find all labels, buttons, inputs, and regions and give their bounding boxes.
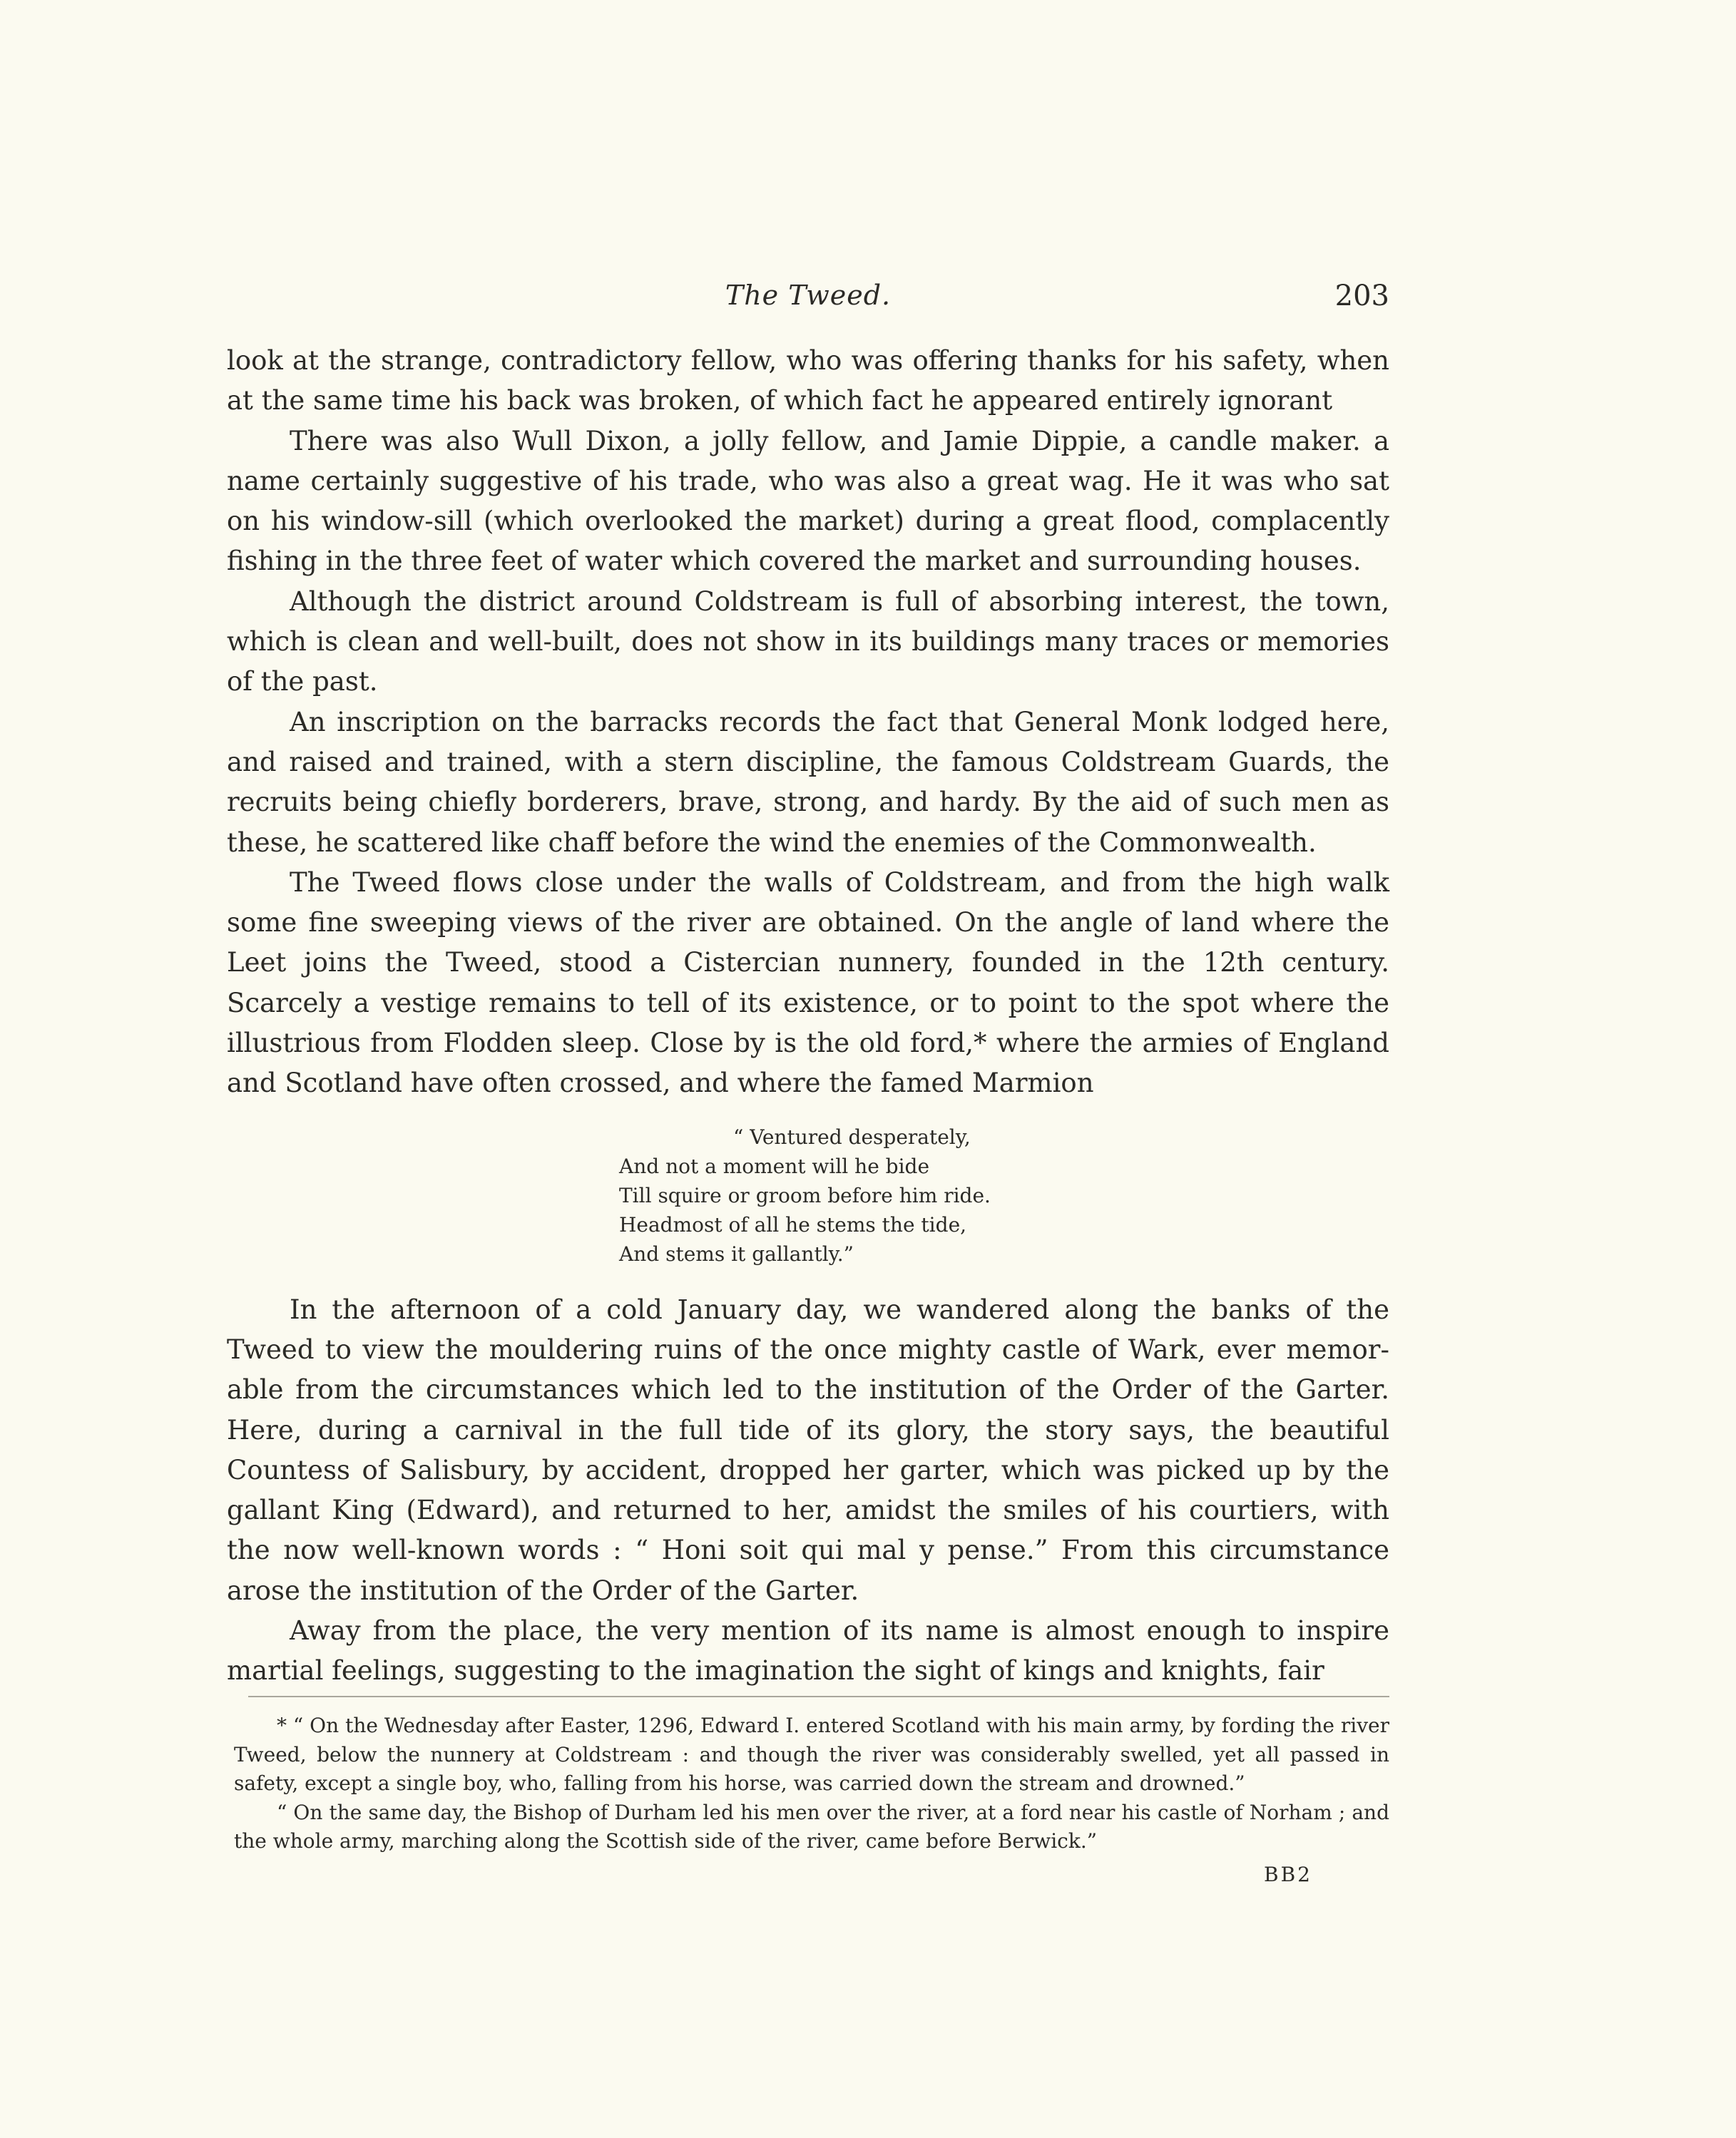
- verse-line: “ Ventured desperately,: [733, 1125, 971, 1149]
- running-title: The Tweed.: [725, 280, 892, 311]
- footnotes: [234, 1712, 1389, 1856]
- footnote: * “ On the Wednesday after Easter, 1296, Edward I. entered Scotland with his main army, by fording the river Tweed, below the nunnery at Coldstream : and though the river was considerably swelled, yet all passed in safety, except a single boy, who, falling from his horse, was carried down the stream and drowned.”: [234, 1714, 1389, 1795]
- verse-line: Headmost of all he stems the tide,: [619, 1212, 967, 1237]
- verse-line: And not a moment will he bide: [619, 1154, 930, 1178]
- paragraph: An inscription on the barracks records the fact that General Monk lodged here, and raised and trained, with a stern discipline, the famous Coldstream Guards, the recruits being chiefly borderers, brave, strong, and hardy. By the aid of such men as these, he scattered like chaff before the wind the enemies of the Commonwealth.: [227, 706, 1389, 858]
- page-header: [227, 280, 1389, 322]
- paragraph: Away from the place, the very mention of its name is almost enough to inspire martial feelings, suggesting to the imagination the sight of kings and knights, fair: [227, 1615, 1389, 1687]
- footnote: “ On the same day, the Bishop of Durham led his men over the river, at a ford near his castle of Norham ; and the whole army, marching along the Scottish side of the river, came before Berwick.”: [234, 1800, 1389, 1853]
- paragraph: There was also Wull Dixon, a jolly fellow, and Jamie Dippie, a candle maker. a name certainly suggestive of his trade, who was also a great wag. He it was who sat on his window-sill (which overlooked the market) during a great flood, complacently fishing in the three feet of water which covered the market and surrounding houses.: [227, 425, 1389, 577]
- verse-line: And stems it gallantly.”: [619, 1242, 854, 1266]
- paragraph: The Tweed flows close under the walls of Coldstream, and from the high walk some fine sweeping views of the river are obtained. On the angle of land where the Leet joins the Tweed, stood a Cistercian nunnery, founded in the 12th century. Scarcely a vestige remains to tell of its existence, or to point to the spot where the illustrious from Flodden sleep. Close by is the old ford,* where the armies of England and Scotland have often crossed, and where the famed Marmion: [227, 866, 1389, 1099]
- paragraph: In the afternoon of a cold January day, we wandered along the banks of the Tweed to view the mouldering ruins of the once mighty castle of Wark, ever memor-able from the circumstances which led to the institution of the Order of the Garter. Here, during a carnival in the full tide of its glory, the story says, the beautiful Countess of Salisbury, by accident, dropped her garter, which was picked up by the gallant King (Edward), and returned to her, amidst the smiles of his courtiers, with the now well-known words : “ Honi soit qui mal y pense.” From this circumstance arose the institution of the Order of the Garter.: [227, 1294, 1389, 1606]
- paragraph: look at the strange, contradictory fellow, who was offering thanks for his safety, when at the same time his back was broken, of which fact he appeared entirely ignorant: [227, 345, 1389, 416]
- page-number: 203: [1334, 280, 1389, 312]
- signature-mark: BB2: [1264, 1863, 1312, 1886]
- footnote-rule: [248, 1696, 1389, 1697]
- verse-line: Till squire or groom before him ride.: [619, 1183, 991, 1207]
- main-text: [227, 341, 1389, 1692]
- verse-quotation: [619, 1122, 1389, 1269]
- paragraph: Although the district around Coldstream is full of absorbing interest, the town, which is clean and well-built, does not show in its buildings many traces or memories of the past.: [227, 585, 1389, 697]
